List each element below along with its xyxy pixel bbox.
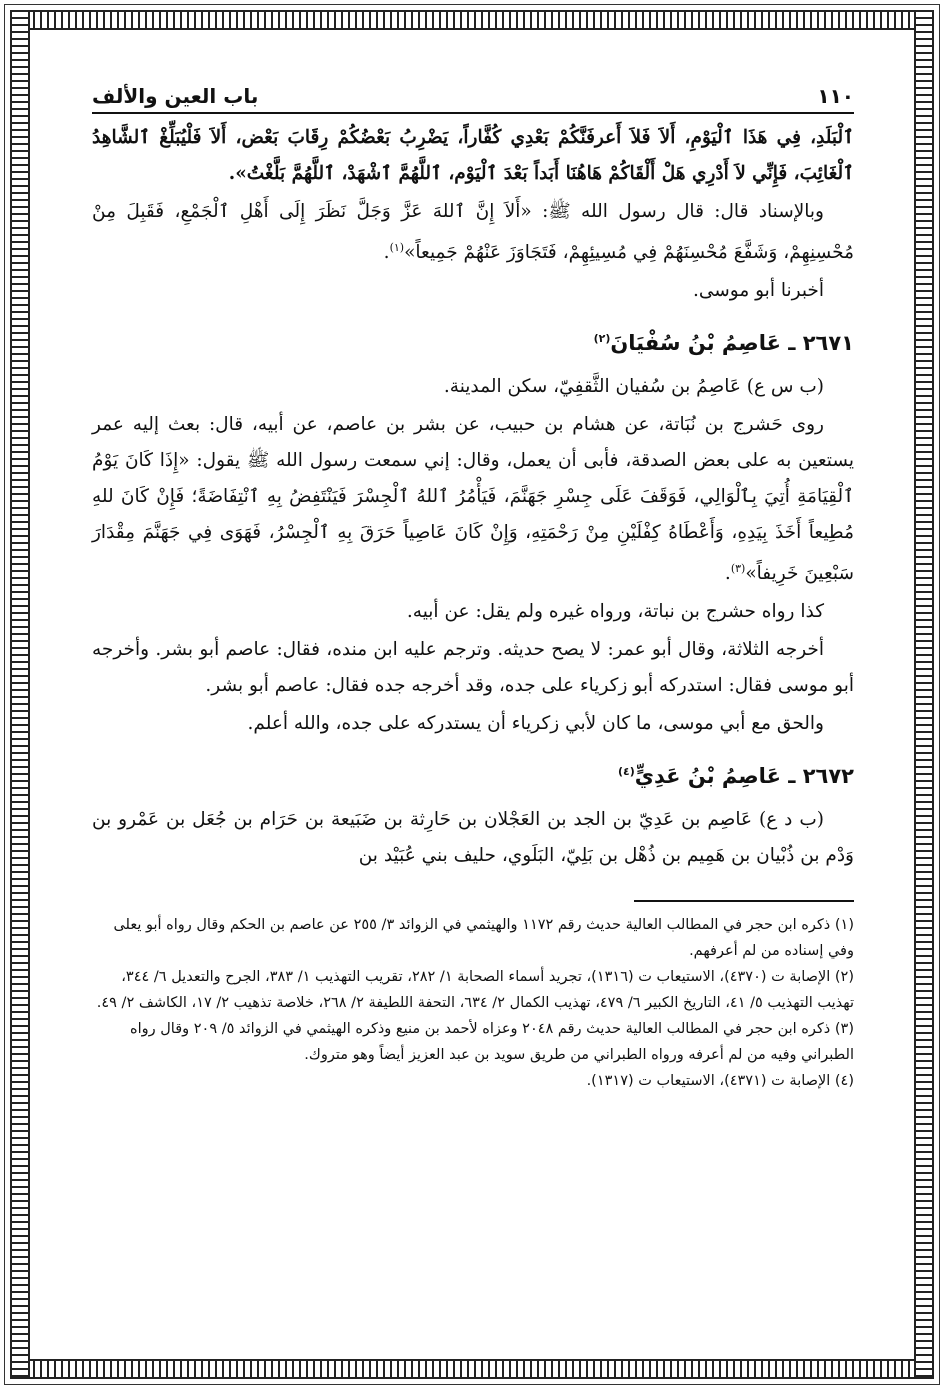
body-text: [92, 120, 854, 874]
decorative-border-top: [10, 10, 934, 30]
paragraph: (ب د ع) عَاصِم بن عَدِيّ بن الجد بن العَجْلان بن حَارِثة بن ضَبَيعة بن حَرَام بن جُعَل بن عَمْرو بن وَدْم بن ذُبْيان بن هَمِيم بن ذُهْل بن بَلِيّ، البَلَوي، حليف بني عُبَيْد بن: [92, 809, 854, 867]
footnote-divider: [634, 900, 854, 902]
footnote-ref: (٤): [618, 765, 635, 779]
running-title: باب العين والألف: [92, 84, 259, 108]
paragraph: أخرجه الثلاثة، وقال أبو عمر: لا يصح حديثه. وترجم عليه ابن منده، فقال: عاصم أبو بشر. وأخرجه أبو موسى فقال: استدركه أبو زكرياء على جده، وقد أخرجه جده فقال: عاصم أبو بشر.: [92, 639, 854, 697]
decorative-border-bottom: [10, 1359, 934, 1379]
decorative-border-right: [914, 10, 934, 1379]
decorative-border-left: [10, 10, 30, 1379]
paragraph-text: روى حَشرج بن نُبَاتة، عن هشام بن حبيب، عن بشر بن عاصم، عن أبيه، قال: بعث إليه عمر يستعين به على بعض الصدقة، فأبى أن يعمل، وقال: إني سمعت رسول الله ﷺ يقول: «إِذَا كَانَ يَوْمُ ٱلْقِيَامَةِ أُتِيَ بِٱلْوَالِي، فَوَقَفَ عَلَى جِسْرِ جَهَنَّمَ، فَيَأْمُرُ ٱللهُ ٱلْجِسْرَ فَيَنْتَفِضُ بِهِ ٱنْتِفَاضَةً؛ فَإِنْ كَانَ للهِ مُطِيعاً أَخَذَ بِيَدِهِ، وَأَعْطَاهُ كِفْلَيْنِ مِنْ رَحْمَتِهِ، وَإِنْ كَانَ عَاصِياً حَرَقَ بِهِ ٱلْجِسْرُ، فَهَوَى فِي جَهَنَّمَ مِقْدَارَ سَبْعِينَ خَرِيفاً»: [92, 414, 854, 585]
punctuation: .: [724, 563, 731, 585]
paragraph: (ب س ع) عَاصِمُ بن سُفيان الثَّقفِيّ، سكن المدينة.: [443, 376, 824, 398]
page-number: ١١٠: [817, 84, 854, 108]
footnote: (١) ذكره ابن حجر في المطالب العالية حديث رقم ١١٧٢ والهيثمي في الزوائد ٣/ ٢٥٥ عن عاصم بن الحكم وقال رواه أبو يعلى وفي إسناده من لم أعرفهم.: [113, 917, 854, 960]
paragraph: كذا رواه حشرج بن نباتة، ورواه غيره ولم يقل: عن أبيه.: [406, 601, 824, 623]
page-content: [92, 84, 854, 1094]
paragraph: [92, 407, 854, 592]
entry-title-text: ٢٦٧١ ـ عَاصِمُ بْنُ سُفْيَانَ: [610, 331, 854, 356]
punctuation: .: [383, 242, 390, 264]
paragraph: ٱلْبَلَدِ، فِي هَذَا ٱلْيَوْمِ، أَلاَ فَلاَ أَعرفَنَّكُمْ بَعْدِي كُفَّاراً، يَضْرِبُ بَعْضُكُمْ رِقَابَ بَعْض، أَلاَ فَلْيُبَلِّغْ ٱلشَّاهِدُ ٱلْغَائِبَ، فَإِنِّي لاَ أَدْرِي هَلْ أَلْقَاكُمْ هَاهُنَا أَبَداً بَعْدَ ٱلْيَوْم، ٱللَّهُمَّ ٱشْهَدْ، ٱللَّهُمَّ بَلَّغْتُ».: [92, 127, 854, 184]
running-header: [92, 84, 854, 114]
entry-title: [92, 321, 854, 361]
entry-title: [92, 754, 854, 794]
footnote: (٣) ذكره ابن حجر في المطالب العالية حديث رقم ٢٠٤٨ وعزاه لأحمد بن منيع وذكره الهيثمي في الزوائد ٥/ ٢٠٩ وقال رواه الطبراني وفيه من لم أعرفه ورواه الطبراني من طريق سويد بن عبد العزيز أيضاً وهو متروك.: [130, 1021, 854, 1064]
paragraph-text: وبالإسناد قال: قال رسول الله ﷺ: «أَلاَ إِنَّ ٱللهَ عَزَّ وَجَلَّ نَظَرَ إِلَى أَهْلِ ٱلْجَمْعِ، فَقَبِلَ مِنْ مُحْسِنِهِمْ، وَشَفَّعَ مُحْسِنَهُمْ فِي مُسِيئِهِمْ، فَتَجَاوَزَ عَنْهُمْ جَمِيعاً»: [92, 201, 854, 264]
paragraph: [92, 194, 854, 271]
footnote-ref: (٢): [593, 332, 611, 346]
footnotes: [92, 912, 854, 1094]
footnote: (٢) الإصابة ت (٤٣٧٠)، الاستيعاب ت (١٣١٦)، تجريد أسماء الصحابة ١/ ٢٨٢، تقريب التهذيب ١/ ٣٨٣، الجرح والتعديل ٦/ ٣٤٤، تهذيب التهذيب ٥/ ٤١، التاريخ الكبير ٦/ ٤٧٩، تهذيب الكمال ٢/ ٦٣٤، التحفة اللطيفة ٢/ ٢٦٨، خلاصة تذهيب ٢/ ١٧، الكاشف ٢/ ٤٩.: [96, 969, 854, 1012]
entry-title-text: ٢٦٧٢ ـ عَاصِمُ بْنُ عَدِيٍّ: [634, 764, 854, 789]
paragraph: والحق مع أبي موسى، ما كان لأبي زكرياء أن يستدركه على جده، والله أعلم.: [247, 713, 824, 735]
footnote-ref: (١): [389, 241, 405, 254]
footnote-ref: (٣): [730, 562, 746, 576]
footnote: (٤) الإصابة ت (٤٣٧١)، الاستيعاب ت (١٣١٧).: [586, 1073, 854, 1090]
paragraph: أخبرنا أبو موسى.: [692, 280, 824, 302]
